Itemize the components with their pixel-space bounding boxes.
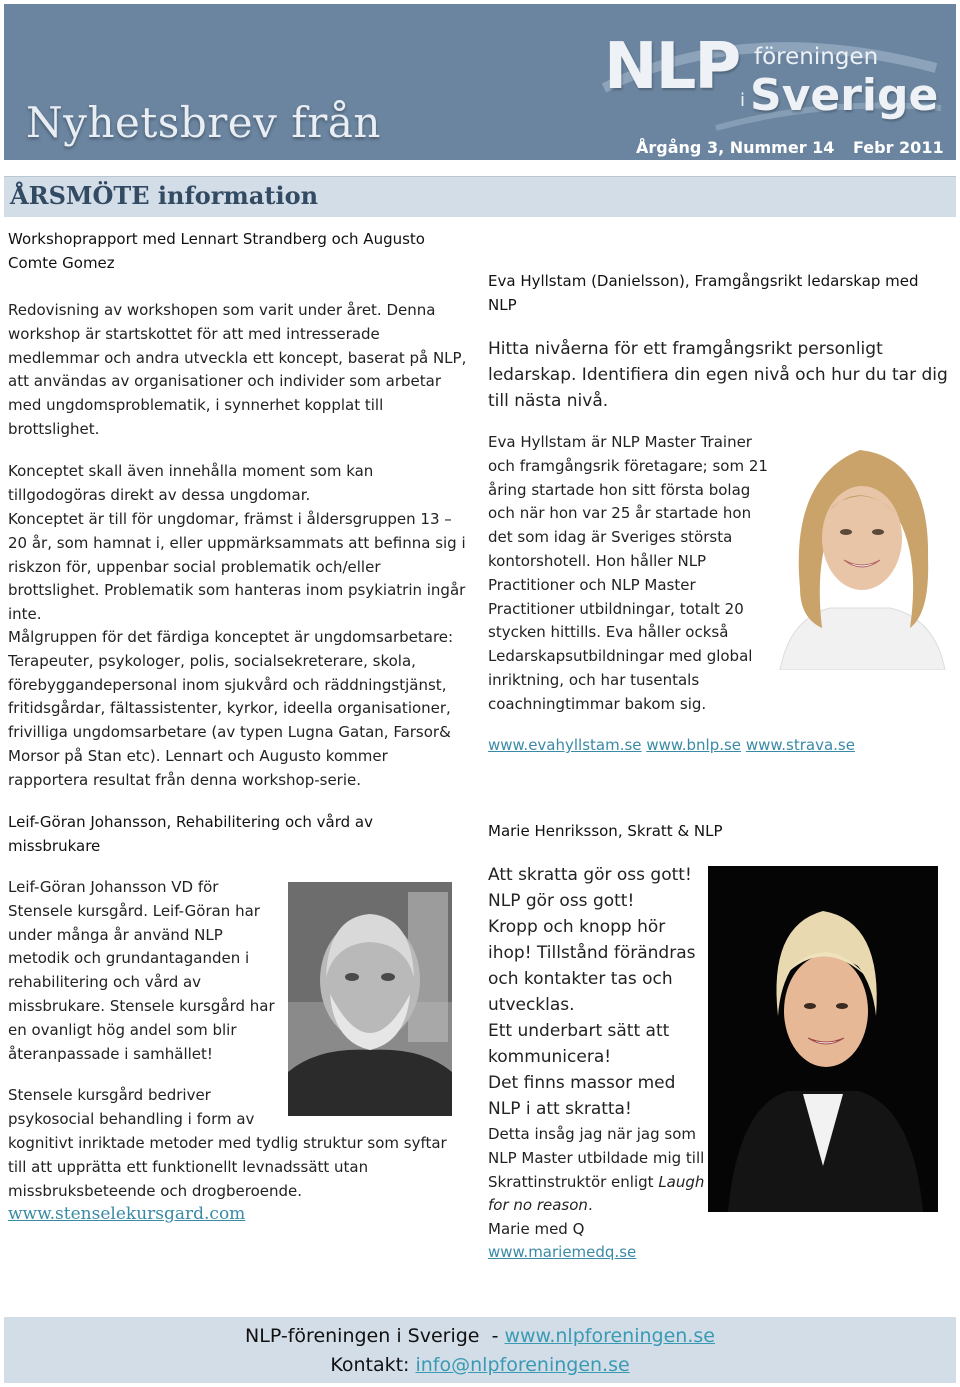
footer-org-line [0, 1325, 960, 1347]
marie-lead [488, 862, 706, 1122]
marie-lead-line: NLP gör oss gott! [488, 891, 635, 911]
issue-number: Årgång 3, Nummer 14 [636, 138, 835, 157]
marie-henriksson-photo [708, 866, 938, 1212]
logo-sverige-text: Sverige [750, 70, 939, 121]
newsletter-title: Nyhetsbrev från [26, 98, 381, 147]
workshop-paragraph-3: Konceptet är till för ungdomar, främst i åldersgruppen 13 – 20 år, som hamnat i, eller uppmärksammats att befinna sig i riskzon för, uppenbar social problematik och/eller brottslighet. Problematik som hanteras inom psykiatrin ingår inte. [8, 510, 466, 624]
mariemedq-link[interactable]: www.mariemedq.se [488, 1243, 637, 1261]
marie-paragraph-end: . [587, 1196, 593, 1215]
workshop-heading: Workshoprapport med Lennart Strandberg och Augusto Comte Gomez [8, 230, 425, 272]
laugh-for-no-reason: Laugh for no reason [488, 1172, 705, 1215]
logo-nlp-text: NLP [604, 30, 740, 104]
eva-hyllstam-photo [770, 438, 950, 670]
leif-heading: Leif-Göran Johansson, Rehabilitering och vård av missbrukare [8, 813, 373, 855]
marie-heading: Marie Henriksson, Skratt & NLP [488, 822, 723, 840]
footer-org: NLP-föreningen i Sverige - [245, 1325, 505, 1347]
marie-signature: Marie med Q [488, 1220, 585, 1239]
logo-i-text: i [740, 90, 746, 111]
leif-paragraph-2a: Stensele kursgård bedriver psykosocial behandling i form av [8, 1086, 255, 1128]
issue-date: Febr 2011 [853, 138, 944, 157]
footer-email-link[interactable]: info@nlpforeningen.se [415, 1354, 630, 1376]
marie-paragraph [488, 1123, 710, 1242]
stensele-link[interactable]: www.stenselekursgard.com [8, 1204, 246, 1224]
section-title: ÅRSMÖTE information [10, 181, 319, 210]
leif-goran-photo [288, 882, 452, 1116]
marie-lead-line: Ett underbart sätt att kommunicera! [488, 1021, 670, 1067]
leif-paragraph-1: Leif-Göran Johansson VD för Stensele kursgård. Leif-Göran har under många år använd NLP metodik och grundantaganden i rehabilitering och vård av missbrukare. Stensele kursgård har en ovanligt hög andel som blir återanpassade i samhället! [8, 878, 275, 1063]
leif-paragraph-2b: kognitivt inriktade metoder med tydlig struktur som syftar till att upprätta ett funktionellt levnadssätt utan missbruksbeteende och drogberoende. [8, 1134, 447, 1200]
eva-lead: Hitta nivåerna för ett framgångsrikt personligt ledarskap. Identifiera din egen nivå och hur du tar dig till nästa nivå. [488, 339, 948, 411]
marie-lead-line: Kropp och knopp hör ihop! Tillstånd förändras och kontakter tas och utvecklas. [488, 917, 696, 1015]
footer-contact-label: Kontakt: [330, 1354, 416, 1376]
marie-lead-line: Att skratta gör oss gott! [488, 865, 692, 885]
eva-paragraph: Eva Hyllstam är NLP Master Trainer och framgångsrik företagare; som 21 åring startade hon sitt första bolag och när hon var 25 år startade hon det som idag är Sveriges största kontorshotell. Hon håller NLP Practitioner och NLP Master Practitioner utbildningar, totalt 20 stycken hittills. Eva håller också Ledarskapsutbildningar med global inriktning, och har tusentals coachningtimmar bakom sig. [488, 433, 768, 713]
marie-lead-line: Det finns massor med NLP i att skratta! [488, 1073, 676, 1119]
evahyllstam-link[interactable]: www.evahyllstam.se [488, 736, 642, 754]
marie-paragraph-text: Detta insåg jag när jag som NLP Master utbildade mig till Skrattinstruktör enligt [488, 1125, 705, 1191]
eva-links [488, 736, 855, 754]
bnlp-link[interactable]: www.bnlp.se [646, 736, 742, 754]
workshop-paragraph-1: Redovisning av workshopen som varit under året. Denna workshop är startskottet för att med intresserade medlemmar och andra utveckla ett koncept, baserat på NLP, att användas av organisationer och individer som arbetar med ungdomsproblematik, i synnerhet kopplat till brottslighet. [8, 301, 467, 438]
strava-link[interactable]: www.strava.se [745, 736, 855, 754]
workshop-paragraph-4: Målgruppen för det färdiga konceptet är ungdomsarbetare: Terapeuter, psykologer, polis, socialsekreterare, skola, förebyggandepersonal inom sjukvård och räddningstjänst, fritidsgårdar, fältassistenter, kyrkor, ideella organisationer, frivilliga ungdomsarbetare (av typen Lugna Gatan, Farsor& Morsor på Stan etc). Lennart och Augusto kommer rapportera resultat från denna workshop-serie. [8, 628, 454, 789]
footer-contact-line [0, 1354, 960, 1376]
marie-link-wrap [488, 1243, 636, 1261]
logo-foreningen-text: föreningen [754, 44, 879, 70]
eva-heading: Eva Hyllstam (Danielsson), Framgångsrikt ledarskap med NLP [488, 272, 919, 314]
workshop-paragraph-2: Konceptet skall även innehålla moment som kan tillgodogöras direkt av dessa ungdomar. [8, 462, 374, 504]
footer-site-link[interactable]: www.nlpforeningen.se [504, 1325, 715, 1347]
